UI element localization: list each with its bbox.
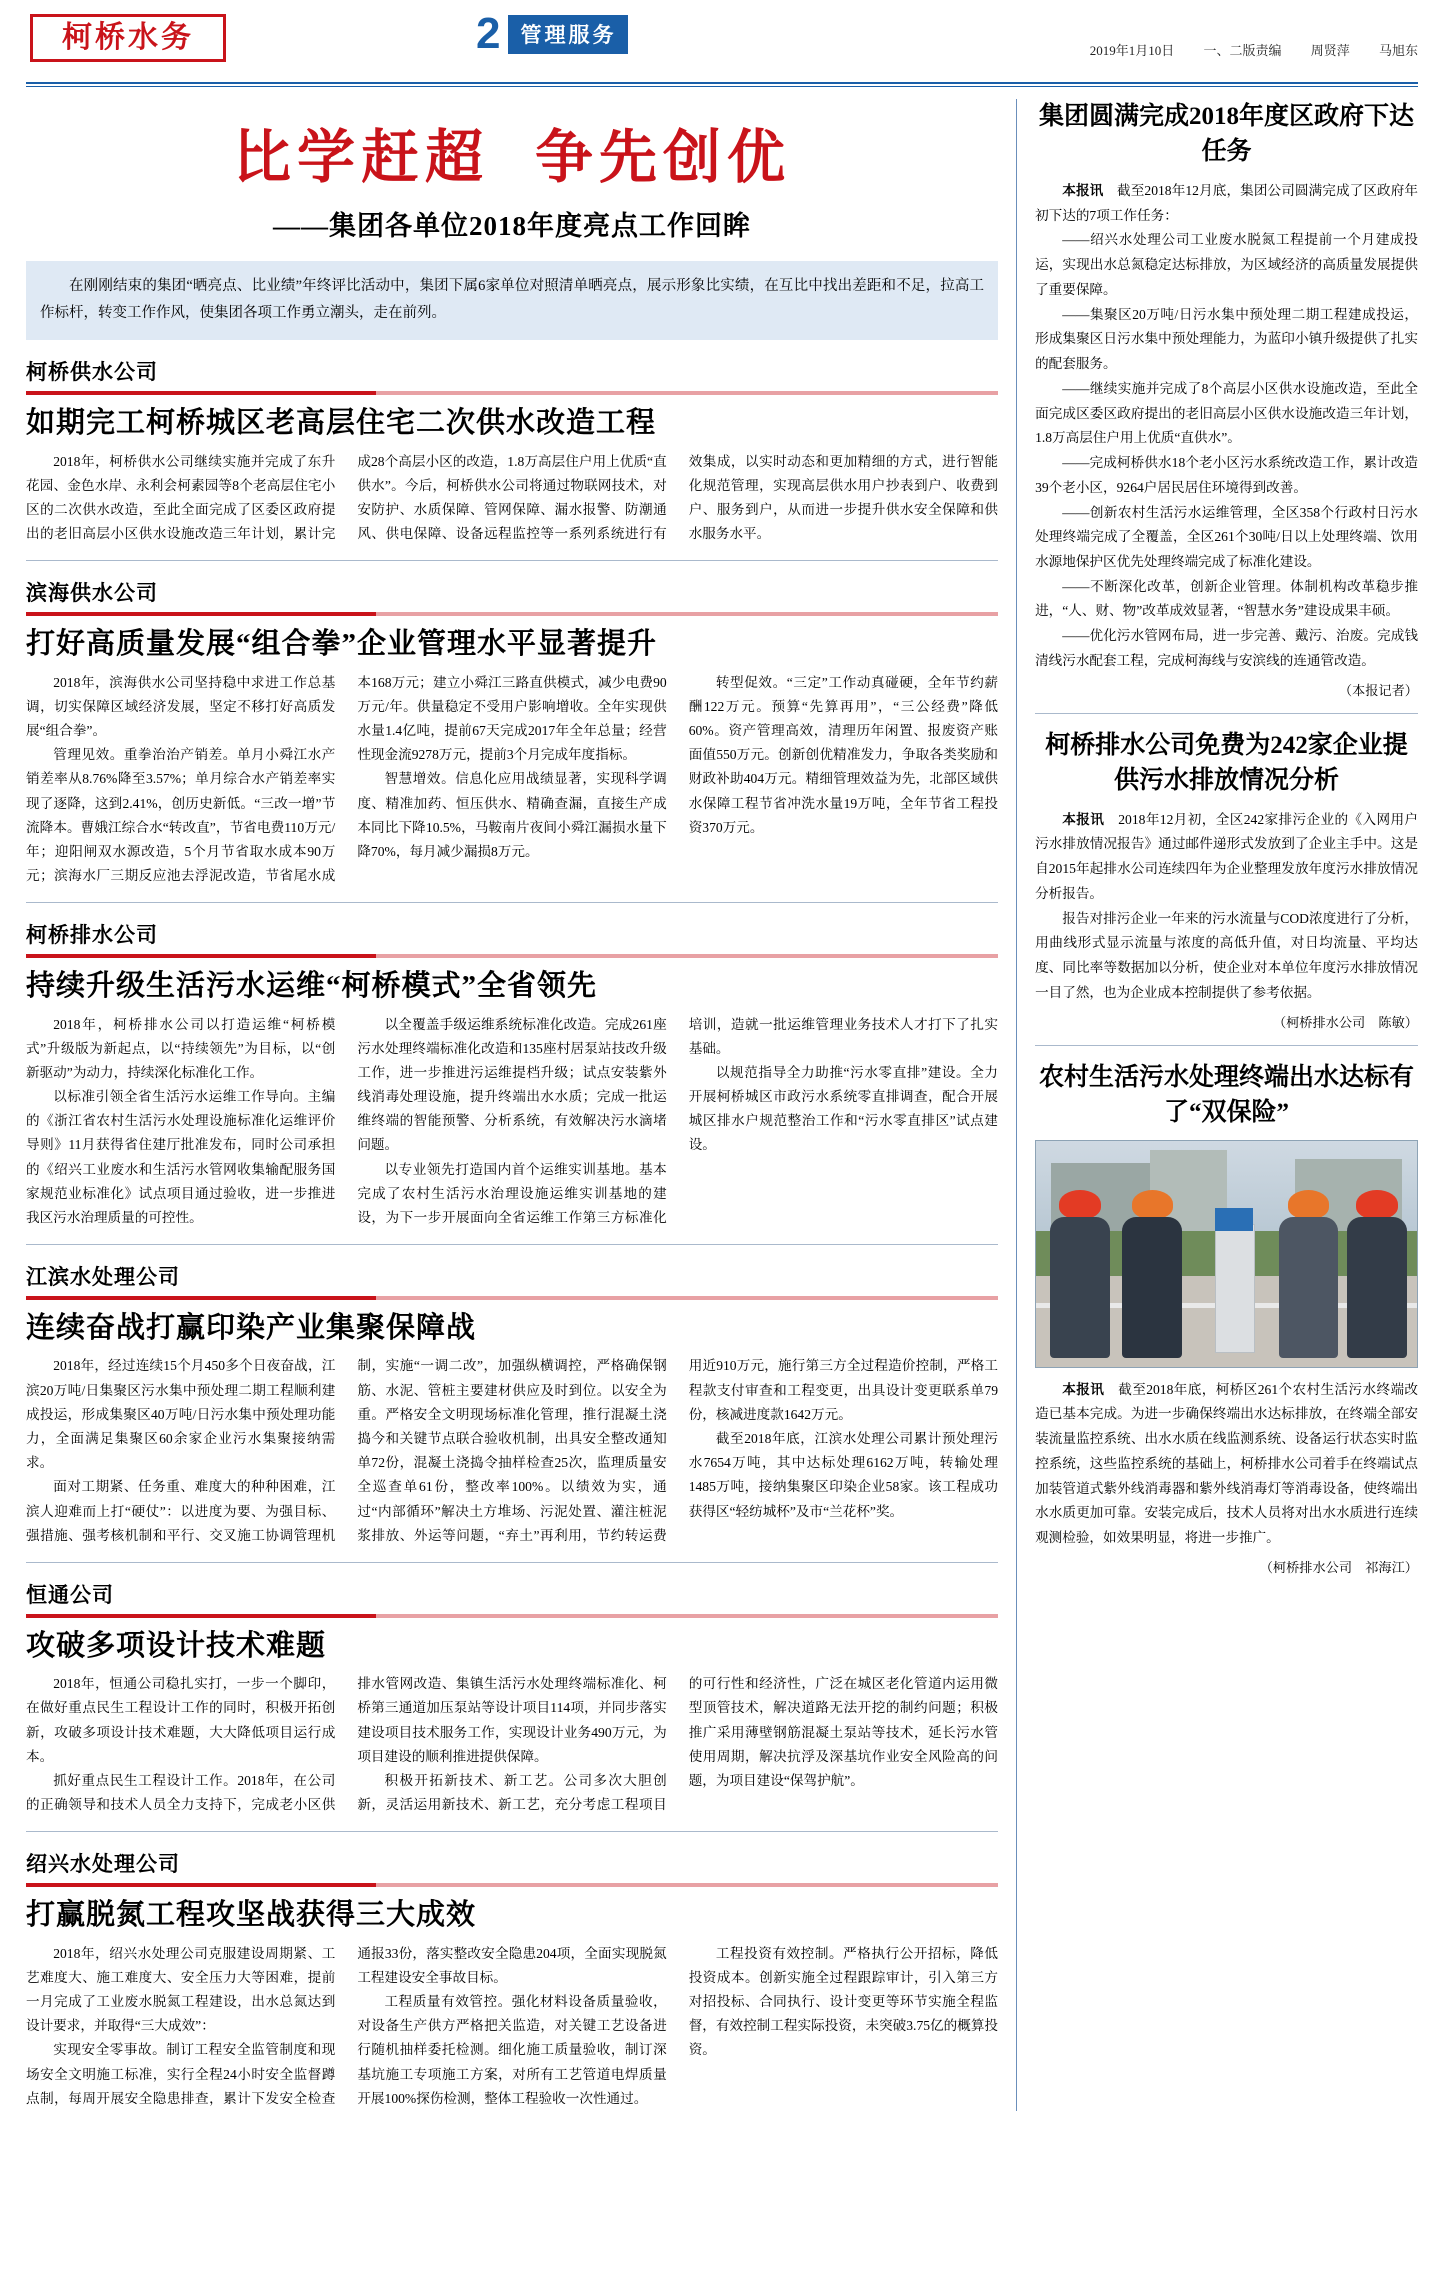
side-separator — [1035, 713, 1418, 714]
unit-underline — [26, 954, 998, 958]
paragraph-with-dateline — [1035, 808, 1418, 907]
photo-worker — [1120, 1190, 1185, 1357]
editor-name-1: 周贤萍 — [1310, 43, 1350, 58]
side-article-title: 集团圆满完成2018年度区政府下达任务 — [1039, 103, 1415, 165]
article-unit-name: 恒通公司 — [26, 1582, 114, 1607]
paragraph: 工程投资有效控制。严格执行公开招标，降低投资成本。创新实施全过程跟踪审计，引入第三方对招投标、合同执行、设计变更等环节实施全程监督，有效控制工程实际投资，未突破3.75亿的概算投资。 — [688, 1945, 999, 2058]
unit-underline — [26, 391, 998, 395]
photo-helmet — [1288, 1190, 1329, 1218]
photo-helmet — [1356, 1190, 1397, 1218]
article-unit-name: 江滨水处理公司 — [26, 1265, 180, 1290]
article-title: 打赢脱氮工程攻坚战获得三大成效 — [26, 1899, 477, 1932]
paragraph: ——创新农村生活污水运维管理，全区358个行政村日污水处理终端完成了全覆盖，全区261个30吨/日以上处理终端、饮用水源地保护区优先处理终端完成了标准化建设。 — [1035, 504, 1418, 570]
news-photo — [1035, 1140, 1418, 1368]
article-title: 如期完工柯桥城区老高层住宅二次供水改造工程 — [26, 407, 657, 440]
paragraph: 智慧增效。信息化应用战绩显著，实现科学调度、精准加药、恒压供水、精确查漏，直接生产成本同比下降10.5%，马鞍南片夜间小舜江漏损水量下降70%，每月减少漏损8万元。 — [357, 771, 667, 859]
paragraph: 实现安全零事故。制订工程安全监管制度和现场安全文明施工标准，实行全程24小时安全监督蹲点制，每周开展安全隐患排查，累计下发安全检查通报33份，落实整改安全隐患204项，全面实现脱氮工程建设安全事故目标。 — [26, 1945, 667, 2106]
paragraph: 2018年，柯桥供水公司继续实施并完成了东升花园、金色水岸、永利会柯素园等8个老高层住宅小区的二次供水改造，至此全面完成了区委区政府提出的老旧高层小区供水设施改造三年计划，累计完成28个高层小区的改造，1.8万高层住户用上优质“直供水”。今后，柯桥供水公司将通过物联网技术，对安防护、水质保障、管网保障、漏水报警、防潮通风、供电保障、设备远程监控等一系列系统进行有效集成，以实时动态和更加精细的方式，进行智能化规范管理，实现高层供水用户抄表到户、收费到户、服务到户，从而进一步提升供水安全保障和供水服务水平。 — [26, 453, 999, 542]
page-body — [26, 99, 1418, 2111]
photo-worker-body — [1347, 1217, 1407, 1357]
article-title: 攻破多项设计技术难题 — [26, 1629, 327, 1662]
article-unit-name: 柯桥排水公司 — [26, 923, 158, 948]
photo-worker — [1047, 1190, 1112, 1357]
masthead-rule — [26, 82, 1418, 84]
paragraph: 2018年，滨海供水公司坚持稳中求进工作总基调，切实保障区域经济发展，坚定不移打好高质发展“组合拳”。 — [26, 674, 336, 738]
unit-underline — [26, 1296, 998, 1300]
article-title: 持续升级生活污水运维“柯桥模式”全省领先 — [26, 970, 598, 1003]
photo-equipment-top — [1215, 1208, 1253, 1231]
paragraph-with-dateline — [1035, 1378, 1418, 1551]
article-jiangbin — [26, 1261, 998, 1548]
paragraph-text: 截至2018年12月底，集团公司圆满完成了区政府年初下达的7项工作任务： — [1035, 183, 1419, 223]
masthead-rule-thin — [26, 86, 1418, 87]
paragraph: 抓好重点民生工程设计工作。2018年，在公司的正确领导和技术人员全力支持下，完成老小区供排水管网改造、集镇生活污水处理终端标准化、柯桥第三通道加压泵站等设计项目114项，并同步落实建设项目技术服务工作，实现设计业务490万元，为项目建设的顺利推进提供保障。 — [26, 1676, 667, 1813]
side-article-body — [1035, 179, 1418, 674]
article-unit-name: 绍兴水处理公司 — [26, 1852, 180, 1877]
paragraph: ——继续实施并完成了8个高层小区供水设施改造，至此全面完成区委区政府提出的老旧高层小区供水设施改造三年计划，1.8万高层住户用上优质“直供水”。 — [1035, 380, 1418, 446]
editor-name-2: 马旭东 — [1378, 43, 1418, 58]
photo-helmet — [1059, 1190, 1100, 1218]
side-article-group-tasks — [1035, 99, 1418, 699]
photo-helmet — [1132, 1190, 1173, 1218]
paragraph: 以全覆盖手级运维系统标准化改造。完成261座污水处理终端标准化改造和135座村居泵站技改升级工作，进一步推进污运维提档升级；试点安装紫外线消毒处理设施，提升终端出水水质；完成一批运维终端的智能预警、分析系统，有效解决污水滴堵问题。 — [357, 1016, 667, 1153]
side-separator — [1035, 1045, 1418, 1046]
byline: （柯桥排水公司 祁海江） — [1259, 1559, 1418, 1575]
paragraph: 2018年，恒通公司稳扎实打，一步一个脚印，在做好重点民生工程设计工作的同时，积极开拓创新，攻破多项设计技术难题，大大降低项目运行成本。 — [26, 1676, 336, 1764]
photo-worker-body — [1050, 1217, 1110, 1357]
byline: （本报记者） — [1338, 682, 1418, 698]
paragraph: 2018年，柯桥排水公司以打造运维“柯桥模式”升级版为新起点，以“持续领先”为目标，以“创新驱动”为动力，持续深化标准化工作。 — [26, 1016, 336, 1080]
article-separator — [26, 902, 998, 903]
paragraph: 以专业领先打造国内首个运维实训基地。基本完成了农村生活污水治理设施运维实训基地的建设，为下一步开展面向全省运维工作第三方标准化培训，造就一批运维管理业务技术人才打下了扎实基础。 — [357, 1016, 999, 1225]
paragraph: 面对工期紧、任务重、难度大的种种困难，江滨人迎难而上打“硬仗”：以进度为要、为强目标、强措施、强考核机制和平行、交叉施工协调管理机制，实施“一调二改”，加强纵横调控，严格确保钢筋、水泥、管桩主要建材供应及时到位。以安全为重。严格安全文明现场标准化管理，推行混凝土浇捣今和关键节点联合验收机制，出具安全整改通知单72份，混凝土浇捣令抽样检查25次，监理质量安全巡查单61份，整改率100%。以绩效为实，通过“内部循环”解决土方堆场、污泥处置、灌注桩泥浆排放、外运等问题，“弃土”再利用，节约转运费用近910万元，施行第三方全过程造价控制，严格工程款支付审查和工程变更，出具设计变更联系单79份，核减进度款1642万元。 — [26, 1358, 999, 1543]
dateline: 本报讯 — [1062, 183, 1104, 198]
paragraph: 以规范指导全力助推“污水零直排”建设。全力开展柯桥城区市政污水系统零直排调查，配合开展城区排水户规范整治工作和“污水零直排区”试点建设。 — [688, 1064, 999, 1153]
photo-worker — [1276, 1190, 1341, 1357]
paragraph-text: 截至2018年底，柯桥区261个农村生活污水终端改造已基本完成。为进一步确保终端出水达标排放，在终端全部安装流量监控系统、出水水质在线监测系统、设备运行状态实时监控系统，这些监控系统的基础上，柯桥排水公司着手在终端试点加装管道式紫外线消毒器和紫外线消毒灯等消毒设备，使终端出水水质更加可靠。安装完成后，技术人员将对出水水质进行连续观测检验，如效果明显，将进一步推广。 — [1035, 1381, 1419, 1545]
lead-paragraph: 在刚刚结束的集团“晒亮点、比业绩”年终评比活动中，集团下属6家单位对照清单晒亮点，展示形象比实绩，在互比中找出差距和不足，拉高工作标杆，转变工作作风，使集团各项工作勇立潮头，走在前列。 — [26, 261, 998, 341]
side-article-title: 柯桥排水公司免费为242家企业提供污水排放情况分析 — [1045, 731, 1408, 794]
unit-underline — [26, 1614, 998, 1618]
unit-underline — [26, 1883, 998, 1887]
side-article-body — [1035, 1378, 1418, 1551]
masthead — [26, 0, 1418, 78]
page-subheadline: ——集团各单位2018年度亮点工作回眸 — [273, 210, 752, 241]
unit-underline — [26, 612, 998, 616]
paragraph: 转型促效。“三定”工作动真碰硬，全年节约薪酬122万元。预算“先算再用”，“三公经费”降低60%。资产管理高效，清理历年闲置、报废资产账面值550万元。创新创优精准发力，争取各类奖励和财政补助404万元。精细管理效益为先，北部区域供水保障工程节省冲洗水量19万吨，全年节省工程投资370万元。 — [688, 674, 999, 835]
publication-logo — [30, 14, 226, 62]
paragraph: 2018年，经过连续15个月450多个日夜奋战，江滨20万吨/日集聚区污水集中预处理二期工程顺利建成投运，形成集聚区40万吨/日污水集中预处理功能力，全面满足集聚区60余家企业污水集聚接纳需求。 — [26, 1358, 336, 1471]
logo-text: 柯桥水务 — [62, 21, 194, 54]
paragraph: 报告对排污企业一年来的污水流量与COD浓度进行了分析，用曲线形式显示流量与浓度的高低升值，对日均流量、平均达度、同比率等数据加以分析，使企业对本单位年度污水排放情况一目了然，也为企业成本控制提供了参考依据。 — [1035, 910, 1418, 1000]
page-number: 2 — [476, 9, 501, 58]
paragraph: 2018年，绍兴水处理公司克服建设周期紧、工艺难度大、施工难度大、安全压力大等困难，提前一月完成了工业废水脱氮工程建设，出水总氮达到设计要求，并取得“三大成效”： — [26, 1945, 336, 2034]
editors-label: 一、二版责编 — [1203, 43, 1282, 58]
article-separator — [26, 1831, 998, 1832]
article-body — [26, 671, 998, 889]
article-hengtong — [26, 1579, 998, 1817]
article-binhai-water — [26, 577, 998, 888]
photo-worker — [1345, 1190, 1410, 1357]
paragraph-text: 2018年12月初，全区242家排污企业的《入网用户污水排放情况报告》通过邮件递形式发放到了企业主手中。这是自2015年起排水公司连续四年为企业整理发放年度污水排放情况分析报告。 — [1035, 811, 1419, 901]
paragraph: ——绍兴水处理公司工业废水脱氮工程提前一个月建成投运，实现出水总氮稳定达标排放，为区域经济的高质量发展提供了重要保障。 — [1035, 232, 1418, 297]
article-separator — [26, 1562, 998, 1563]
headline-part-1: 比学赶超 — [233, 125, 490, 190]
article-unit-name: 滨海供水公司 — [26, 581, 158, 606]
page-headline — [26, 125, 998, 192]
page-indicator — [476, 9, 628, 58]
article-kq-water — [26, 356, 998, 546]
paragraph: 截至2018年底，江滨水处理公司累计预处理污水7654万吨，其中达标处理6162万吨，转输处理1485万吨，接纳集聚区印染企业58家。该工程成功获得区“轻纺城杯”及市“兰花杯”奖。 — [688, 1431, 999, 1519]
photo-worker-body — [1122, 1217, 1182, 1357]
article-body — [26, 450, 998, 547]
article-kq-drainage — [26, 919, 998, 1230]
article-title: 打好高质量发展“组合拳”企业管理水平显著提升 — [26, 628, 658, 661]
side-article-title: 农村生活污水处理终端出水达标有了“双保险” — [1039, 1063, 1415, 1126]
article-body — [26, 1354, 998, 1548]
article-body — [26, 1013, 998, 1231]
article-body — [26, 1942, 998, 2111]
article-body — [26, 1672, 998, 1817]
article-title: 连续奋战打赢印染产业集聚保障战 — [26, 1312, 477, 1345]
paragraph: ——不断深化改革，创新企业管理。体制机构改革稳步推进，“人、财、物”改革成效显著，“智慧水务”建设成果丰硕。 — [1035, 578, 1418, 619]
side-article-rural-sewage — [1035, 1060, 1418, 1576]
paragraph: 以标准引领全省生活污水运维工作导向。主编的《浙江省农村生活污水处理设施标准化运维评价导则》11月获得省住建厅批准发布，同时公司承担的《绍兴工业废水和生活污水管网收集输配服务国家规范业标准化》试点项目通过验收，进一步推进我区污水治理质量的可控性。 — [26, 1089, 336, 1225]
photo-equipment-cabinet — [1215, 1224, 1255, 1353]
article-separator — [26, 560, 998, 561]
paragraph: ——集聚区20万吨/日污水集中预处理二期工程建成投运，形成集聚区日污水集中预处理能力，为蓝印小镇升级提供了扎实的配套服务。 — [1035, 306, 1418, 372]
paragraph: ——优化污水管网布局，进一步完善、戴污、治废。完成钱清线污水配套工程，完成柯海线与安滨线的连通管改造。 — [1035, 628, 1418, 668]
side-column — [1035, 99, 1418, 2111]
dateline: 本报讯 — [1062, 1381, 1105, 1397]
side-article-drainage-report — [1035, 728, 1418, 1031]
article-separator — [26, 1244, 998, 1245]
article-unit-name: 柯桥供水公司 — [26, 360, 158, 385]
paragraph-with-dateline — [1035, 179, 1418, 228]
paragraph: 工程质量有效管控。强化材料设备质量验收，对设备生产供方严格把关监造，对关键工艺设备进行随机抽样委托检测。细化施工质量验收，制订深基坑施工专项施工方案，对所有工艺管道电焊质量开展100%探伤检测，整体工程验收一次性通过。 — [357, 1993, 667, 2106]
section-badge: 管理服务 — [508, 15, 628, 54]
side-article-body — [1035, 808, 1418, 1006]
paragraph: 积极开拓新技术、新工艺。公司多次大胆创新，灵活运用新技术、新工艺，充分考虑工程项目的可行性和经济性，广泛在城区老化管道内运用微型顶管技术，解决道路无法开挖的制约问题；积极推广采用薄壁钢筋混凝土泵站等技术，延长污水管使用周期，解决抗浮及深基坑作业安全风险高的问题，为项目建设“保驾护航”。 — [357, 1676, 999, 1813]
paragraph: 管理见效。重拳治治产销差。单月小舜江水产销差率从8.76%降至3.57%；单月综合水产销差率实现了逐降，这到2.41%，创历史新低。“三改一增”节流降本。曹娥江综合水“转改直”，节省电费110万元/年；迎阳闸双水源改造，5个月节省取水成本90万元；滨海水厂三期反应池去浮泥改造，节省尾水成本168万元；建立小舜江三路直供模式，减少电费90万元/年。供量稳定不受用户影响增收。全年实现供水量1.4亿吨，提前67天完成2017年全年总量；经营性现金流9278万元，提前3个月完成年度指标。 — [26, 674, 667, 884]
dateline: 本报讯 — [1062, 811, 1105, 827]
main-column — [26, 99, 998, 2111]
column-divider — [1016, 99, 1017, 2111]
issue-date: 2019年1月10日 — [1089, 43, 1175, 58]
headline-part-2: 争先创优 — [535, 125, 792, 190]
masthead-meta — [1090, 14, 1418, 59]
photo-worker-body — [1279, 1217, 1339, 1357]
article-shaoxing — [26, 1848, 998, 2111]
paragraph: ——完成柯桥供水18个老小区污水系统改造工作，累计改造39个老小区，9264户居民居住环境得到改善。 — [1035, 455, 1418, 495]
byline: （柯桥排水公司 陈敏） — [1272, 1014, 1418, 1030]
